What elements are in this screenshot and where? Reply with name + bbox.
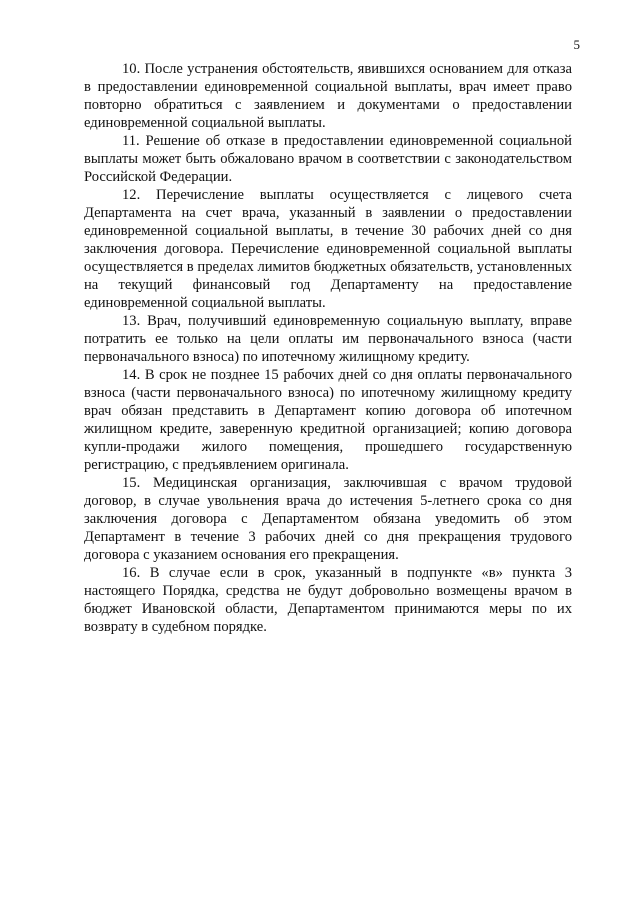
paragraph-16: 16. В случае если в срок, указанный в подпункте «в» пункта 3 настоящего Порядка, средства не будут добровольно возмещены врачом в бюджет Ивановской области, Департаментом принимаются меры по их возврату в судебном порядке. (84, 565, 572, 635)
document-body (84, 60, 572, 636)
paragraph-13: 13. Врач, получивший единовременную социальную выплату, вправе потратить ее только на цели оплаты им первоначального взноса (части первоначального взноса) по ипотечному жилищному кредиту. (84, 313, 572, 365)
paragraph-12: 12. Перечисление выплаты осуществляется с лицевого счета Департамента на счет врача, указанный в заявлении о предоставлении единовременной социальной выплаты, в течение 30 рабочих дней со дня заключения договора. Перечисление единовременной социальной выплаты осуществляется в пределах лимитов бюджетных обязательств, установленных на текущий финансовый год Департаменту на предоставление единовременной социальной выплаты. (84, 187, 572, 311)
paragraph-15: 15. Медицинская организация, заключившая с врачом трудовой договор, в случае увольнения врача до истечения 5-летнего срока со дня заключения договора с Департаментом обязана уведомить об этом Департамент в течение 3 рабочих дней со дня прекращения трудового договора с указанием основания его прекращения. (84, 475, 572, 563)
page-number: 5 (573, 37, 580, 52)
paragraph-11: 11. Решение об отказе в предоставлении единовременной социальной выплаты может быть обжаловано врачом в соответствии с законодательством Российской Федерации. (84, 133, 572, 185)
paragraph-14: 14. В срок не позднее 15 рабочих дней со дня оплаты первоначального взноса (части первоначального взноса) по ипотечному жилищному кредиту врач обязан представить в Департамент копию договора об ипотечном жилищном кредите, заверенную кредитной организацией; копию договора купли-продажи жилого помещения, прошедшего государственную регистрацию, с предъявлением оригинала. (84, 367, 572, 473)
paragraph-10: 10. После устранения обстоятельств, явившихся основанием для отказа в предоставлении единовременной социальной выплаты, врач имеет право повторно обратиться с заявлением и документами о предоставлении единовременной социальной выплаты. (84, 61, 572, 131)
